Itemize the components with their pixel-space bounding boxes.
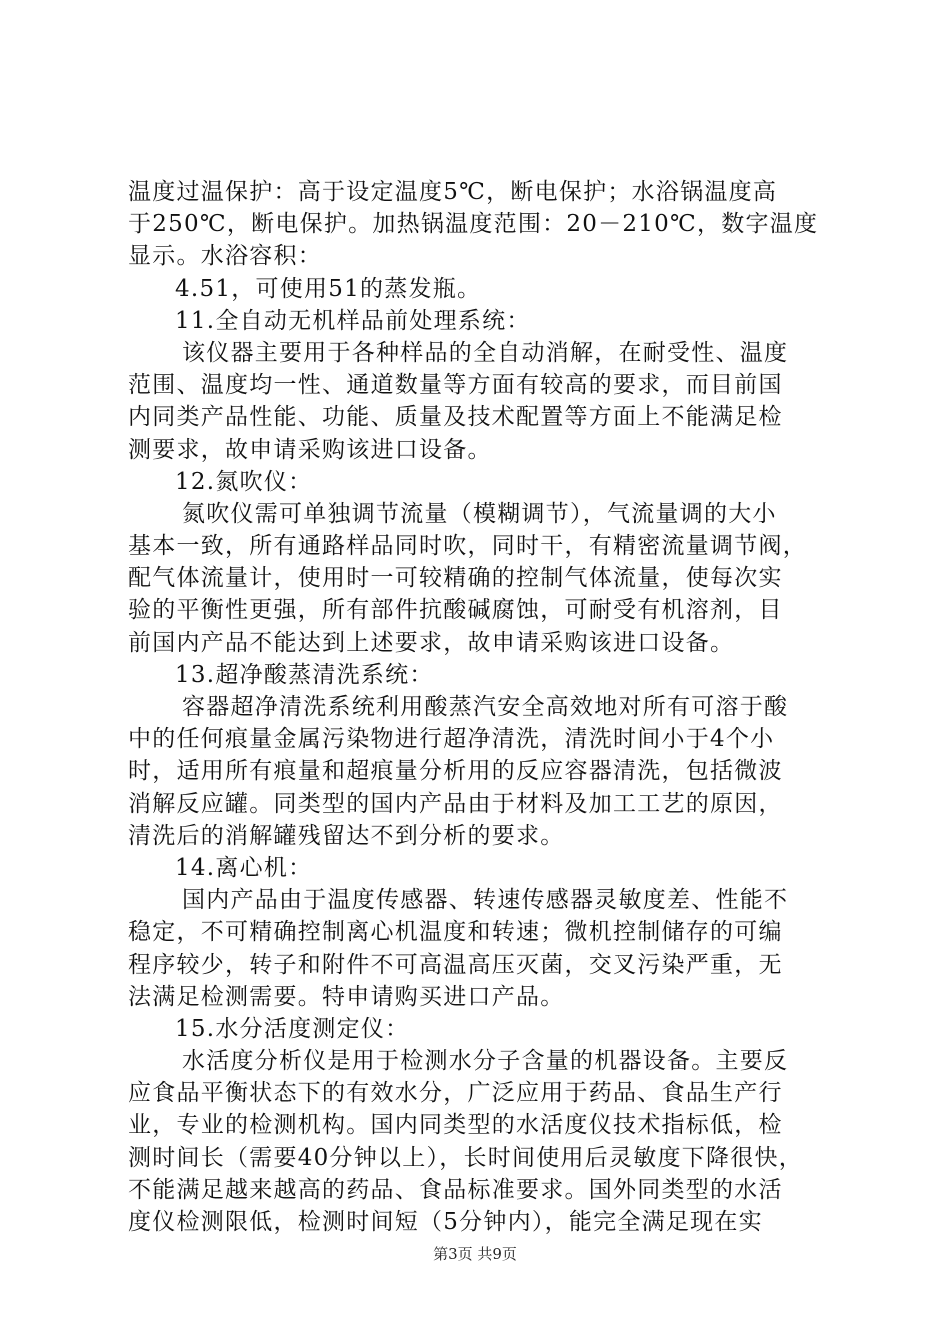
paragraph-line: 氮吹仪需可单独调节流量（模糊调节），气流量调的大小 [182, 500, 777, 527]
paragraph-line: 稳定，不可精确控制离心机温度和转速；微机控制储存的可编 [128, 919, 783, 946]
section-heading: 12.氮吹仪： [175, 468, 313, 495]
paragraph-line: 清洗后的消解罐残留达不到分析的要求。 [128, 822, 565, 849]
document-body [128, 176, 834, 1238]
paragraph-line: 中的任何痕量金属污染物进行超净清洗，清洗时间小于4个小 [128, 726, 775, 753]
paragraph-line: 前国内产品不能达到上述要求，故申请采购该进口设备。 [128, 629, 735, 656]
paragraph-line: 基本一致，所有通路样品同时吹，同时干，有精密流量调节阀， [128, 533, 807, 560]
paragraph-line: 应食品平衡状态下的有效水分，广泛应用于药品、食品生产行 [128, 1080, 783, 1107]
paragraph-line: 时，适用所有痕量和超痕量分析用的反应容器清洗，包括微波 [128, 758, 783, 785]
section-heading: 14.离心机： [175, 854, 313, 881]
paragraph-line: 测要求，故申请采购该进口设备。 [128, 436, 492, 463]
paragraph-line: 程序较少，转子和附件不可高温高压灭菌，交叉污染严重，无 [128, 951, 783, 978]
paragraph-line: 容器超净清洗系统利用酸蒸汽安全高效地对所有可溶于酸 [182, 694, 789, 720]
paragraph-line: 法满足检测需要。特申请购买进口产品。 [128, 983, 565, 1010]
paragraph-line: 水活度分析仪是用于检测水分子含量的机器设备。主要反 [182, 1048, 789, 1075]
paragraph-line: 不能满足越来越高的药品、食品标准要求。国外同类型的水活 [128, 1176, 783, 1203]
paragraph-line: 温度过温保护：高于设定温度5℃，断电保护；水浴锅温度高 [128, 179, 778, 205]
paragraph-line: 配气体流量计，使用时一可较精确的控制气体流量，使每次实 [128, 565, 783, 592]
paragraph-line: 验的平衡性更强，所有部件抗酸碱腐蚀，可耐受有机溶剂，目 [128, 597, 783, 624]
paragraph-line: 测时间长（需要40分钟以上），长时间使用后灵敏度下降很快， [128, 1144, 804, 1171]
paragraph-line: 业，专业的检测机构。国内同类型的水活度仪技术指标低，检 [128, 1112, 783, 1139]
paragraph-line: 4.51，可使用51的蒸发瓶。 [175, 275, 482, 302]
page-number-footer: 第3页 共9页 [433, 1245, 517, 1263]
section-heading: 15.水分活度测定仪： [175, 1015, 410, 1042]
paragraph-line: 消解反应罐。同类型的国内产品由于材料及加工工艺的原因， [128, 790, 783, 817]
section-heading: 13.超净酸蒸清洗系统： [175, 661, 434, 688]
paragraph-line: 该仪器主要用于各种样品的全自动消解，在耐受性、温度 [182, 339, 789, 366]
paragraph-line: 范围、温度均一性、通道数量等方面有较高的要求，而目前国 [128, 372, 783, 399]
paragraph-line: 显示。水浴容积： [128, 243, 322, 270]
paragraph-line: 内同类产品性能、功能、质量及技术配置等方面上不能满足检 [128, 404, 783, 431]
paragraph-line: 国内产品由于温度传感器、转速传感器灵敏度差、性能不 [182, 887, 789, 914]
paragraph-line: 度仪检测限低，检测时间短（5分钟内），能完全满足现在实 [128, 1209, 763, 1235]
paragraph-line: 于250℃，断电保护。加热锅温度范围：20－210℃，数字温度 [128, 211, 819, 238]
section-heading: 11.全自动无机样品前处理系统： [175, 307, 531, 334]
